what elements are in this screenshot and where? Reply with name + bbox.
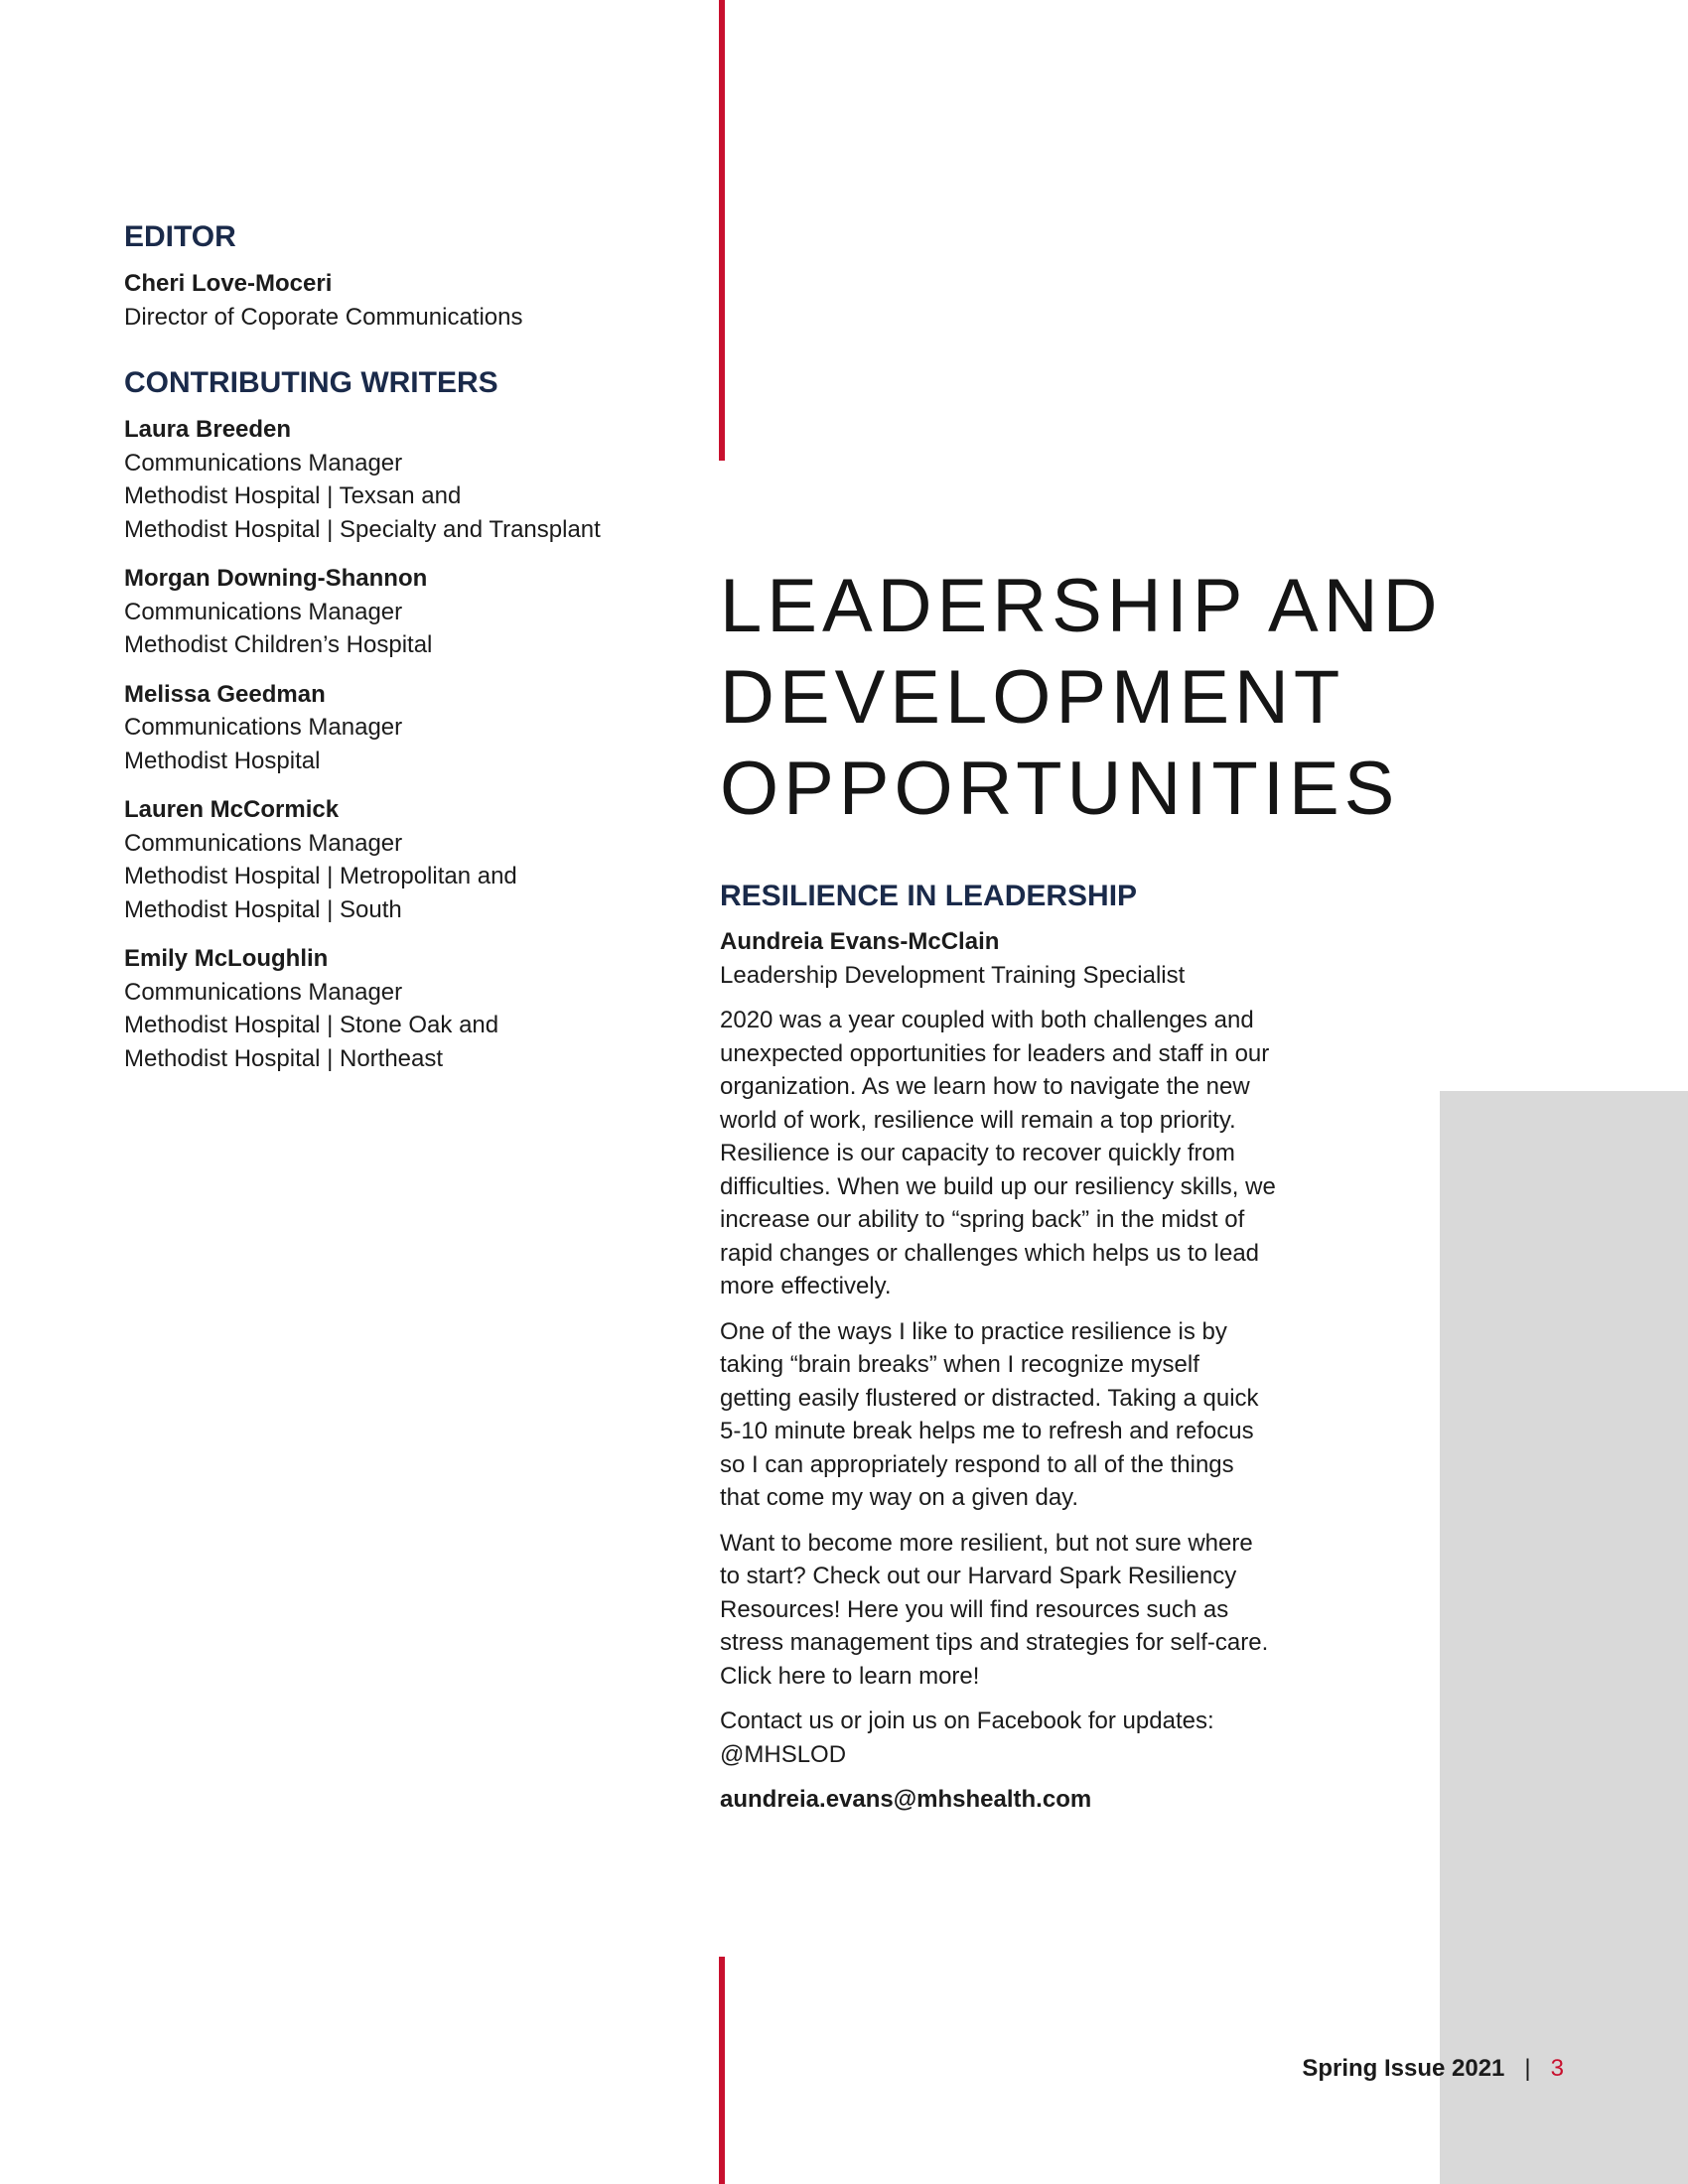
author-role: Leadership Development Training Specialist [720,961,1186,989]
article-paragraph: Want to become more resilient, but not sure where to start? Check out our Harvard Spark Resiliency Resources! Here you will find resources such as stress management tips and strategies for self-care. Click here to learn more! [720,1529,1269,1690]
writer-name: Morgan Downing-Shannon [124,565,428,592]
page-title-line: OPPORTUNITIES [720,747,1400,831]
masthead-column [124,220,680,1091]
contributing-writers-heading: CONTRIBUTING WRITERS [124,366,498,399]
editor-heading: EDITOR [124,220,236,253]
article-paragraph: 2020 was a year coupled with both challenges and unexpected opportunities for leaders and staff in our organization. As we learn how to navigate the new world of work, resilience will remain a top priority. Resilience is our capacity to recover quickly from difficulties. When we build up our resiliency skills, we increase our ability to “spring back” in the midst of rapid changes or challenges which helps us to lead more effectively. [720,1007,1276,1299]
writer-detail-line: Communications Manager [124,714,403,741]
page-number: 3 [1550,2055,1564,2082]
writer-name: Lauren McCormick [124,796,340,823]
article-paragraph: One of the ways I like to practice resilience is by taking “brain breaks” when I recognize myself getting easily flustered or distracted. Taking a quick 5-10 minute break helps me to refresh and refocus so I can appropriately respond to all of the things that come my way on a given day. [720,1317,1259,1511]
top-red-rule [719,0,725,461]
editor-entry [124,267,680,334]
writer-detail-line: Methodist Hospital [124,747,321,774]
contact-paragraph: Contact us or join us on Facebook for updates: @MHSLOD [720,1707,1214,1768]
page-footer [1302,2055,1564,2083]
writer-detail-line: Methodist Hospital | Specialty and Transplant [124,515,601,543]
writer-detail-line: Methodist Children’s Hospital [124,631,433,658]
editor-name: Cheri Love-Moceri [124,270,333,297]
writer-detail-line: Communications Manager [124,598,403,625]
writer-detail-line: Communications Manager [124,978,403,1006]
writer-detail-line: Methodist Hospital | Northeast [124,1044,444,1072]
writer-name: Laura Breeden [124,416,292,443]
writer-detail-line: Methodist Hospital | Stone Oak and [124,1012,499,1038]
writer-detail-line: Methodist Hospital | Texsan and [124,482,462,509]
author-email-link[interactable]: aundreia.evans@mhshealth.com [720,1786,1092,1813]
page-title-line: DEVELOPMENT [720,655,1345,740]
issue-label: Spring Issue 2021 [1302,2055,1505,2082]
writer-detail-line: Communications Manager [124,829,403,857]
page-title-line: LEADERSHIP AND [720,564,1443,648]
writer-detail-line: Methodist Hospital | South [124,895,402,923]
footer-separator: | [1524,2055,1531,2082]
writer-detail-line: Methodist Hospital | Metropolitan and [124,863,517,889]
writer-entry [124,413,680,546]
editor-title: Director of Coporate Communications [124,303,523,331]
writer-name: Melissa Geedman [124,680,326,708]
grey-side-panel [1440,1091,1688,2184]
writer-entry [124,562,680,662]
writer-name: Emily McLoughlin [124,945,329,972]
author-name: Aundreia Evans-McClain [720,928,1000,955]
writer-detail-line: Communications Manager [124,449,403,477]
writer-entry [124,793,680,926]
writer-entry [124,678,680,778]
article-title: RESILIENCE IN LEADERSHIP [720,880,1138,912]
article-column [720,561,1443,1817]
page-title [720,561,1443,835]
bottom-red-rule [719,1957,725,2184]
writers-list [124,413,680,1075]
writer-entry [124,942,680,1075]
